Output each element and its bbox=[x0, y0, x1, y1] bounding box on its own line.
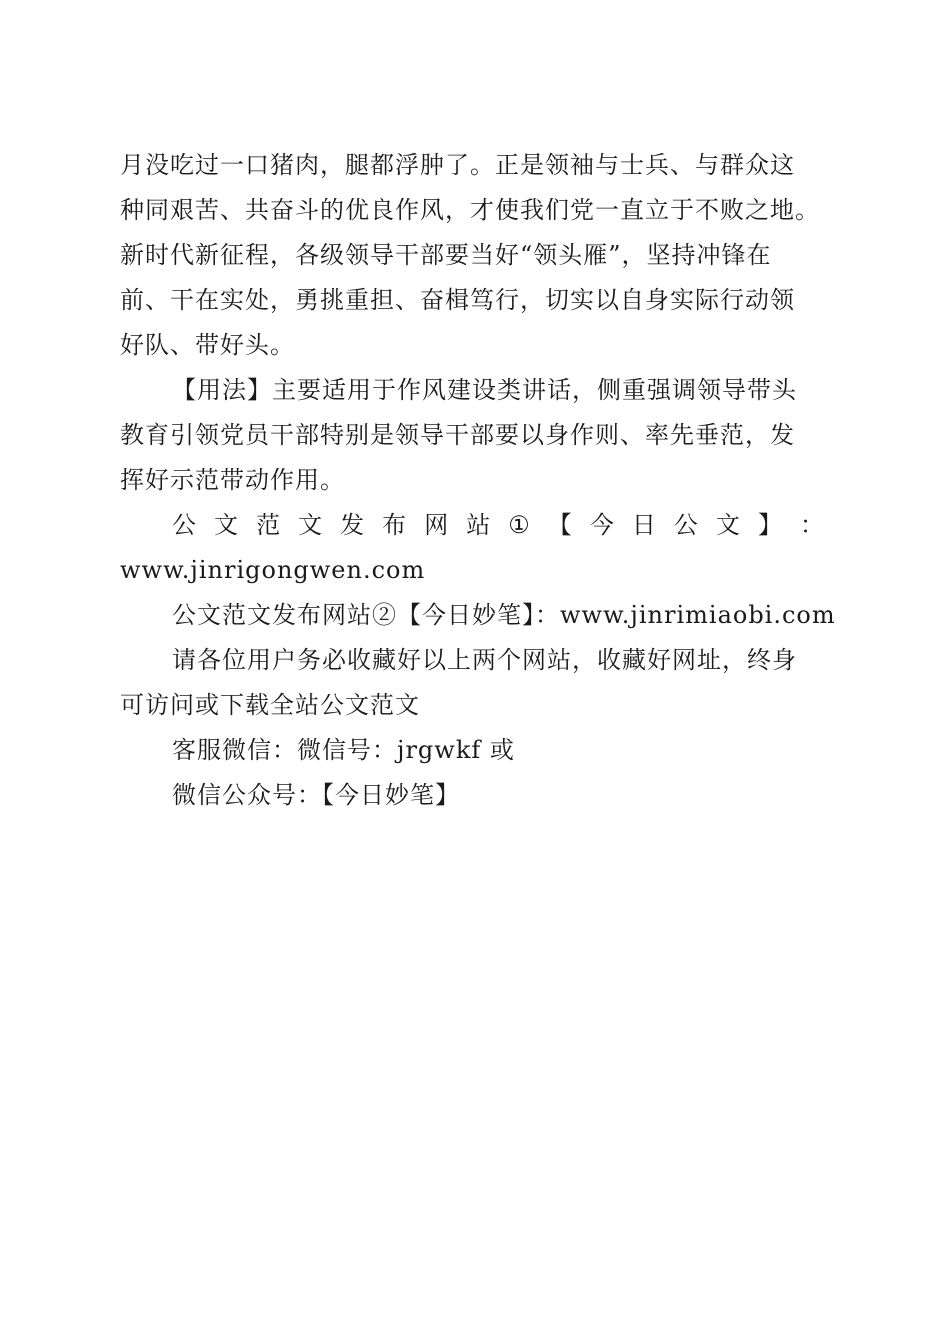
paragraph-line: 新时代新征程，各级领导干部要当好“领头雁”，坚持冲锋在 bbox=[120, 241, 772, 269]
usage-line: 【用法】主要适用于作风建设类讲话，侧重强调领导带头 bbox=[172, 376, 797, 404]
site-one-char: 日 bbox=[631, 511, 657, 539]
site-one-char: 【 bbox=[547, 511, 573, 539]
paragraph-line: 前、干在实处，勇挑重担、奋楫笃行，切实以自身实际行动领 bbox=[120, 286, 795, 314]
site-one-char: 站 bbox=[466, 511, 492, 539]
site-one-char: 文 bbox=[298, 511, 324, 539]
site-one-char: 范 bbox=[256, 511, 282, 539]
site-one-char: 今 bbox=[589, 511, 615, 539]
site-one-char: ： bbox=[799, 511, 825, 539]
paragraph-line: 种同艰苦、共奋斗的优良作风，才使我们党一直立于不败之地。 bbox=[120, 196, 820, 224]
site-one-char: 公 bbox=[172, 511, 197, 539]
document-body bbox=[120, 143, 836, 818]
paragraph-line: 好队、带好头。 bbox=[120, 331, 295, 359]
site-one-char: 网 bbox=[424, 511, 450, 539]
site-two-line: 公文范文发布网站②【今日妙笔】：www.jinrimiaobi.com bbox=[172, 601, 836, 629]
paragraph-line: 月没吃过一口猪肉，腿都浮肿了。正是领袖与士兵、与群众这 bbox=[120, 151, 795, 179]
official-account-line: 微信公众号：【今日妙笔】 bbox=[172, 781, 460, 809]
notice-line: 可访问或下载全站公文范文 bbox=[120, 691, 420, 719]
site-one-label bbox=[120, 503, 825, 548]
site-one-char: ① bbox=[508, 511, 531, 539]
site-one-char: 文 bbox=[715, 511, 741, 539]
usage-line: 教育引领党员干部特别是领导干部要以身作则、率先垂范，发 bbox=[120, 421, 795, 449]
site-one-char: 文 bbox=[214, 511, 240, 539]
site-one-url: www.jinrigongwen.com bbox=[120, 556, 426, 584]
notice-line: 请各位用户务必收藏好以上两个网站，收藏好网址，终身 bbox=[172, 646, 797, 674]
site-one-char: 】 bbox=[757, 511, 783, 539]
site-one-char: 公 bbox=[673, 511, 699, 539]
service-wechat-line: 客服微信：微信号：jrgwkf 或 bbox=[172, 736, 515, 764]
site-one-char: 发 bbox=[340, 511, 366, 539]
usage-line: 挥好示范带动作用。 bbox=[120, 466, 345, 494]
site-one-char: 布 bbox=[382, 511, 408, 539]
